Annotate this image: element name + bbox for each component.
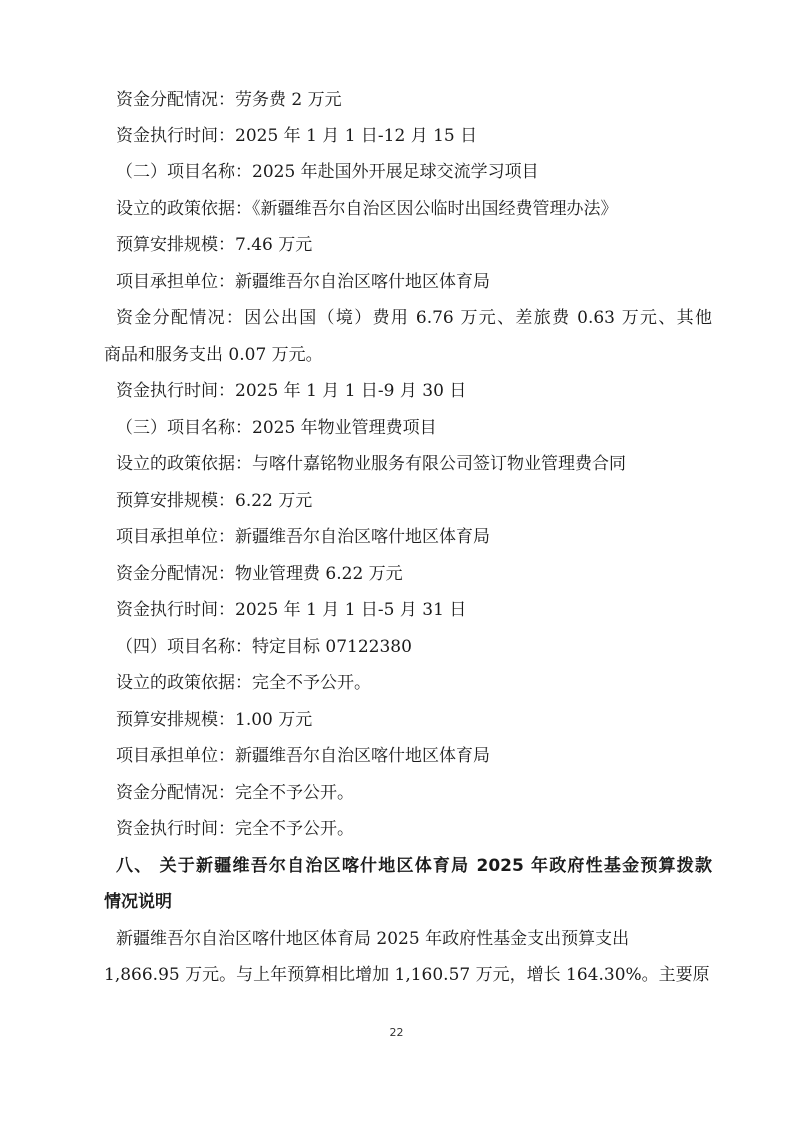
- fund-allocation-2-cont: 商品和服务支出 0.07 万元。: [104, 345, 323, 365]
- fund-allocation-4: 资金分配情况：完全不予公开。: [116, 783, 354, 803]
- policy-basis-3: 设立的政策依据：与喀什嘉铭物业服务有限公司签订物业管理费合同: [116, 454, 626, 474]
- fund-allocation-2-first: 资金分配情况：因公出国（境）费用 6.76 万元、差旅费 0.63 万元、其他: [116, 308, 712, 328]
- page-number: 22: [389, 1026, 404, 1039]
- fund-execution-time-2: 资金执行时间：2025 年 1 月 1 日-9 月 30 日: [116, 381, 467, 401]
- fund-execution-time-3: 资金执行时间：2025 年 1 月 1 日-5 月 31 日: [116, 600, 467, 620]
- project-name-2: （二）项目名称：2025 年赴国外开展足球交流学习项目: [116, 162, 539, 182]
- project-name-3: （三）项目名称：2025 年物业管理费项目: [116, 418, 437, 438]
- project-name-4: （四）项目名称：特定目标 07122380: [116, 637, 412, 657]
- undertaking-unit-3: 项目承担单位：新疆维吾尔自治区喀什地区体育局: [116, 527, 490, 547]
- fund-execution-time-line-1: 资金执行时间：2025 年 1 月 1 日-12 月 15 日: [116, 126, 478, 146]
- paragraph-line-1: 新疆维吾尔自治区喀什地区体育局 2025 年政府性基金支出预算支出: [116, 929, 630, 949]
- fund-allocation-line-1: 资金分配情况：劳务费 2 万元: [116, 90, 342, 110]
- budget-scale-3: 预算安排规模：6.22 万元: [116, 491, 313, 511]
- fund-execution-time-4: 资金执行时间：完全不予公开。: [116, 819, 354, 839]
- policy-basis-2: 设立的政策依据：《新疆维吾尔自治区因公临时出国经费管理办法》: [116, 199, 618, 219]
- budget-scale-2: 预算安排规模：7.46 万元: [116, 235, 313, 255]
- section-heading-line-1: 八、 关于新疆维吾尔自治区喀什地区体育局 2025 年政府性基金预算拨款: [116, 856, 712, 876]
- section-heading-line-2: 情况说明: [104, 892, 172, 912]
- undertaking-unit-4: 项目承担单位：新疆维吾尔自治区喀什地区体育局: [116, 746, 490, 766]
- policy-basis-4: 设立的政策依据：完全不予公开。: [116, 673, 371, 693]
- paragraph-line-2: 1,866.95 万元。与上年预算相比增加 1,160.57 万元，增长 164.30%。主要原: [104, 965, 710, 985]
- budget-scale-4: 预算安排规模：1.00 万元: [116, 710, 313, 730]
- fund-allocation-3: 资金分配情况：物业管理费 6.22 万元: [116, 564, 403, 584]
- undertaking-unit-2: 项目承担单位：新疆维吾尔自治区喀什地区体育局: [116, 272, 490, 292]
